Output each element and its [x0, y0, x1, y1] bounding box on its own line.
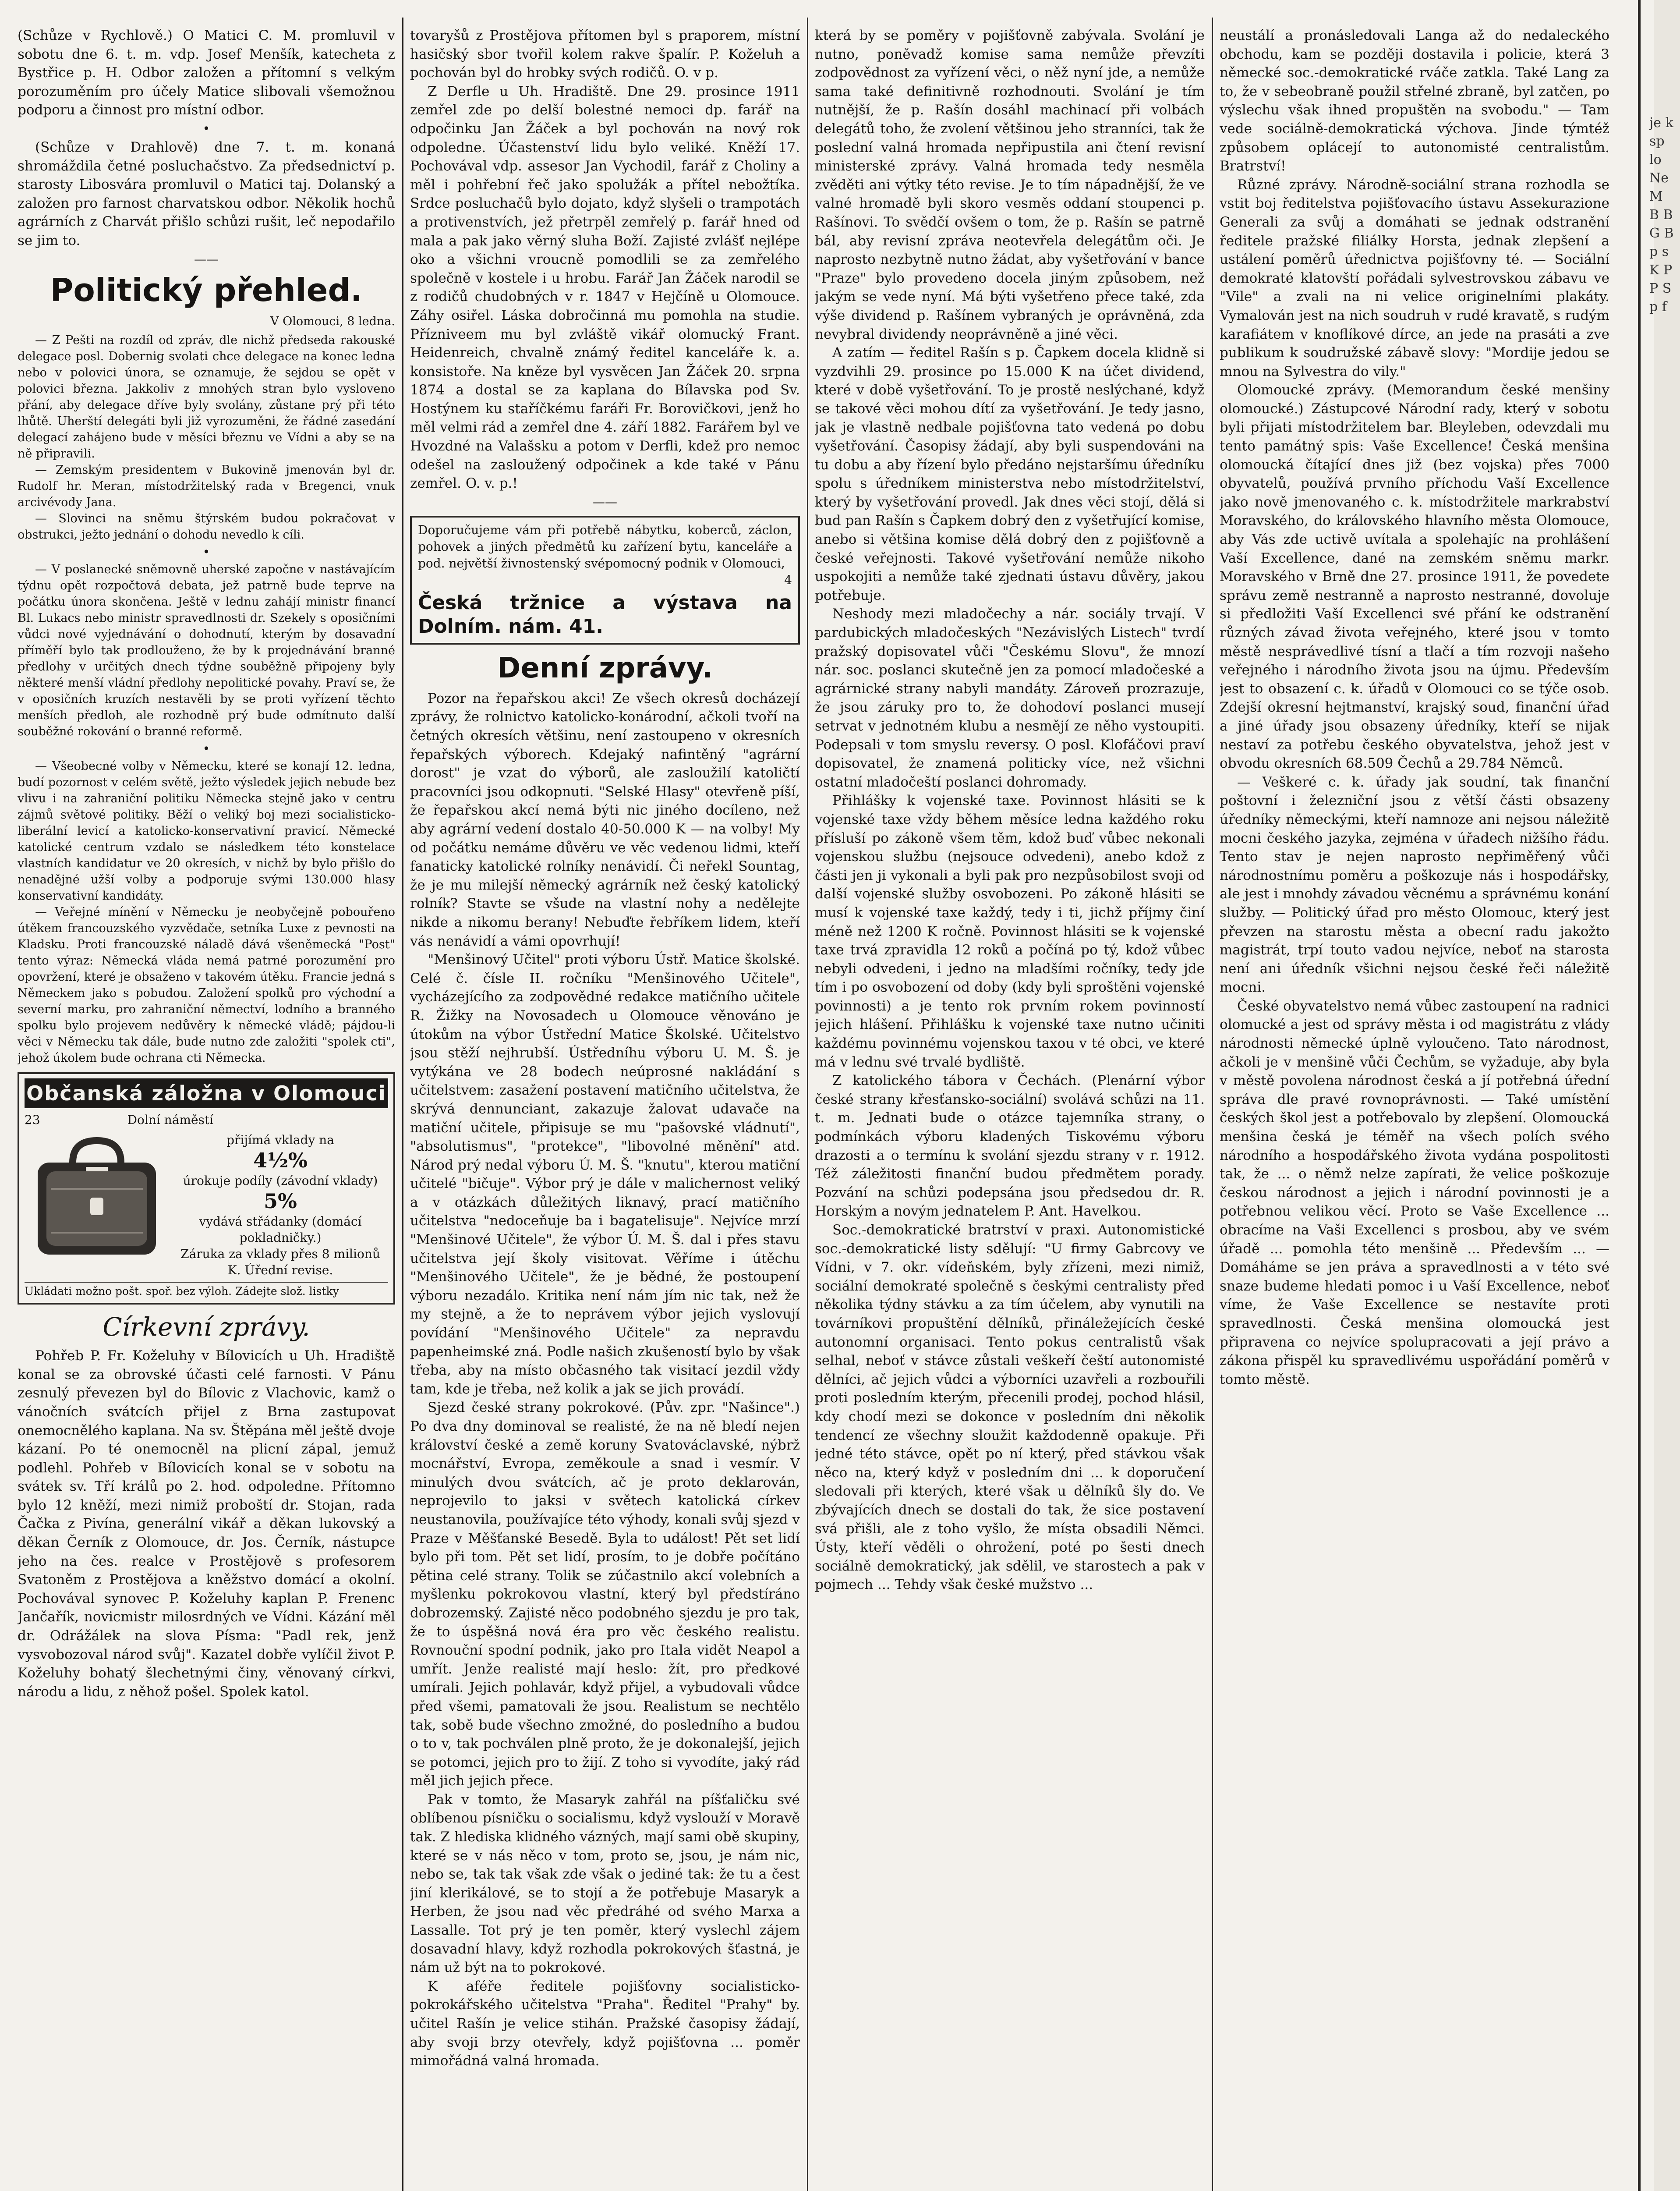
furniture-advertisement [410, 516, 800, 645]
news-rychlov: (Schůze v Rychlově.) O Matici C. M. promluvil v sobotu dne 6. t. m. vdp. Josef Menšík, katecheta z Bystřice p. H. Odbor založen a přítomní s velkým porozuměním pro účely Matice slibovali všemožnou podporu a činnost pro místní odbor. [18, 28, 395, 118]
news-young-czechs: Neshody mezi mladočechy a nár. sociály trvají. V pardubických mladočeských "Nezávislých Listech" tvrdí pražský dopisovatel vůči "Českému Slovu", že mnozí nár. soc. poslanci skutečně jen za pomocí mladočeské a agrárnické strany nabyli mandáty. Zároveň prozrazuje, že jsou záruky pro to, že dohodoví poslanci musejí setrvat v jednotném klubu a nesmějí ze něho vystoupiti. Podepsali v tom smyslu reversy. O posl. Klofáčovi praví dopisovatel, že znamená politicky více, než všichni ostatní mladočeští poslanci dohromady. [815, 606, 1205, 790]
news-military-tax: Přihlášky k vojenské taxe. Povinnost hlásiti se k vojenské taxe vždy během měsíce ledna každého roku přísluší po zákoně všem těm, kdož buď vůbec nekonali vojenskou službu (nejsouce odvedeni), anebo kdož z části jen ji vykonali a byli pak pro nezpůsobilost svoji od další vojenské služby osvobozeni. Po zákoně hlásiti se musí k vojenské taxe každý, tedy i ti, jichž příjmy činí méně než 1200 K ročně. Povinnost hlásiti se k vojenské taxe trvá zpravidla 12 roků a počíná po tý, kdož vůbec nebyli odvedeni, i jedno na mladšími ročníky, tedy jde tím i po osvobození od doby (kdy byli sproštěni vojenské povinnosti) a je tento rok prvním rokem povinností jejich hlášení. Přihlášku k vojenské taxe nutno učiniti každému povinnému vojenskou taxou v té obci, ve které má v lednu své trvalé bydliště. [815, 793, 1205, 1070]
furniture-ad-text: Doporučujeme vám při potřebě nábytku, koberců, záclon, pohovek a jiných předmětů ku zařízení bytu, kanceláře a pod. největší živnostenský svépomocný podnik v Olomouci, [418, 522, 792, 571]
money-box-illustration [25, 1132, 169, 1263]
bank-advertisement [18, 1072, 395, 1305]
bank-ad-rate-2: 5% [264, 1189, 297, 1213]
bank-ad-footer: Ukládati možno pošt. spoř. bez výloh. Zádejte slož. listky [25, 1282, 388, 1298]
heading-daily-news: Denní zprávy. [497, 652, 713, 684]
news-kozeluh-continued: tovaryšů z Prostějova přítomen byl s praporem, místní hasičský sbor tvořil kolem rakve špalír. P. Koželuh a pochován byl do hrobky svých rodičů. O. v p. [410, 28, 800, 81]
news-drahlov: (Schůze v Drahlově) dne 7. t. m. konaná shromáždila četné posluchačstvo. Za předsednictví p. starosty Libosvára promluvil o Matici taj. Dolanský a založen pro farnost charvatskou odbor. Několik hochů agrárních z Charvát přišlo schůzi rušit, leč nepodařilo se jim to. [18, 139, 395, 248]
money-box-icon [25, 1132, 169, 1263]
bank-ad-number: 23 [25, 1112, 40, 1127]
news-catholic-camp: Z katolického tábora v Čechách. (Plenární výbor české strany křesťansko-sociální) svolává schůzi na 11. t. m. Jednati bude o otázce tajemníka strany, o podmínkách výboru kladených Tiskovému výboru drazosti a o termínu k svolání sjezdu strany v r. 1912. Též záležitosti finanční budou předmětem porady. Pozvání na schůzi podepsána jsou předsedou dr. R. Horským a novým jednatelem P. Ant. Havelkou. [815, 1073, 1205, 1220]
separator-line-2: —— [593, 494, 617, 509]
news-insurance-continued: která by se poměry v pojišťovně zabývala. Svolání je nutno, poněvadž komise sama nemůže převzíti zodpovědnost za vyřízení věci, o něž nyní jde, a nemůže sama také definitivně rozhodnouti. Svolání je tím nutnější, že p. Rašín dosáhl machinací při volbách delegátů toho, že zvolení většinou jeho stranníci, tak že poslední valná hromada nepřipustila ani čtení revisní ministerské zprávy. Valná hromada tedy nesměla zvěděti ani výtky této revise. Je to tím nápadnější, že ve valné hromadě byli skoro vesměs oddaní stoupenci p. Rašínovi. To svědčí ovšem o tom, že p. Rašín se patrně bál, aby revisní zpráva neotevřela delegátům oči. Je naprosto nezbytně nutno žádat, aby vyšetřování v bance "Praze" bylo provedeno docela jiným způsobem, než jakým se vede nyní. Má býti vyšetřeno přece také, zda výše dividend p. Rašínem vybraných je oprávněná, zda nevybral dividendy neoprávněně a jiné věci. [815, 28, 1205, 342]
news-masaryk: Pak v tomto, že Masaryk zahřál na píšťaličku své oblíbenou písničku o socialismu, když vyslouží v Moravě tak. Z hlediska klidného vázných, mají sami obě skupiny, které se v nás něco v tom, proto se, jsou, je nám nic, nebo se, tak tak však zde však o jediné tak: že tu a čest jiní klerikálové, se to stojí a že potřebuje Masaryk a Herben, že jsou nad věc předráhé od svého Marxa a Lassalle. Tot prý je ten poměr, který vyslechl zájem dosavadní hlavy, když rozhodla pokrokových šťastná, je nám už být na to pokrokové. [410, 1791, 800, 1976]
news-progressive-party: Sjezd české strany pokrokové. (Pův. zpr. "Našince".) Po dva dny dominoval se realisté, že na ně bledí nejen království české a země koruny Svatováclavské, nýbrž mocnářství, Evropa, zeměkoule a snad i vesmír. V minulých dvou svátcích, ač je proto deklarován, neprojevilo to jaksi v světech katolická církev neustanovila, používajíce této výhody, konali svůj sjezd v Praze v Měšťanské Besedě. Byla to událost! Pět set lidí bylo při tom. Pět set lidí, prosím, to je dobře počítáno pětina celé strany. Tolik se zúčastnilo akcí volebních a myšlenku pokrokovou vlastní, který byl předstíráno dobrozemský. Zajisté něco podobného sjezdu je pro tak, že to úspěšná nová éra pro věc českého realistu. Rovnouční spodní podnik, jako pro Itala vidět Neapol a umřít. Jenže realisté mají heslo: žít, pro předkové umírali. Jejich pohlavár, když přijel, a vybudovali vůdce před všemi, pamatovali že jsou. Realistum se nechtělo tak, sobě bude všechno zmožné, do posledního a budou o to v, tak pochválen plně proto, že je dokonalejší, jejich se potomci, jejich pro to žijí. Z toho si vyvodíte, jaký rád měl jich jejich přece. [410, 1400, 800, 1789]
news-rasin-dividends: A zatím — ředitel Rašín s p. Čapkem docela klidně si vyzdvihli 29. prosince po 15.000 K na účet dividend, které v době vyšetřování. To je prostě neslýchané, když se takové věci mohou dítí za vyšetřování. Je tedy jasno, jak je vlastně nedbale pojišťovna tato vedená po dobu vyšetřování. Časopisy žádají, aby byli suspendováni na tu dobu a aby řízení bylo předáno nejstaršímu úředníku spolu s úředníkem ministerstva nebo místodržitelství, který by vyšetřování provedl. Jak dnes věci stojí, dělá si bud pan Rašín s Čapkem dobrý den z vyšetřující komise, anebo si většina komise dělá dobrý den z pojišťovně a české veřejnosti. Takové vyšetřování nemůže nikoho uspokojiti a nemůže také zjednati ústavu důvěry, jakou potřebuje. [815, 345, 1205, 603]
heading-political-review: Politický přehled. [50, 271, 363, 308]
bank-ad-rate-1-note: úrokuje podíly (závodní vklady) [183, 1173, 378, 1188]
news-beet-action: Pozor na řepařskou akci! Ze všech okresů docházejí zprávy, že rolnictvo katolicko-konárodní, ačkoli tvoří na četných okresích většinu, není zastoupeno v okresních řepařských výborech. Kdejaký nafintěný "agrární dorost" je vzat do výborů, ale zasloužilí katoličtí pracovníci jsou odkopnuti. "Selské Hlasy" otevřeně píší, že řepařskou akcí nemá býti nic jiného docíleno, než aby agrární vedení dostalo 40-50.000 K — na volby! My od počátku nemáme důvěru ve věc vedenou lidmi, kteří fanaticky katolické rolníky nenávidí. Či neřekl Sountag, že je mu milejší německý agrárník než český katolický rolník? Stavte se všude na vlastní nohy a nedělejte nikde a nikomu berany! Nebuďte řebříkem lidem, kteří vás nenávidí a vámi opovrhují! [410, 690, 800, 949]
bank-ad-note-3: Záruka za vklady přes 8 milionů K. Úřední revise. [180, 1247, 380, 1278]
page-fold-line [1638, 0, 1641, 2191]
news-town-hall: České obyvatelstvo nemá vůbec zastoupení na radnici olomucké a jest od správy města i od magistrátu z vlády národnosti německé úplně vyloučeno. Tato národnost, ačkoli je v menšině vůči Čechům, se vyžaduje, aby byla v městě povolena národnost česká a jí potřebná úřední správa dle pravé rovnoprávnosti. — Také umístění českých škol jest a potřebovalo by zlepšení. Olomoucká menšina česká je téměř na všech polích svého národního a hospodářského života vydána pospolitosti tak, že ... o němž nelze zapírati, že velice poškozuje českou národnost a jejich i národní povinnosti je a potřebnou velikou věcí. Proto se Vaše Excellence ... obracíme na Vaši Excellenci s prosbou, aby ve svém úřadě ... pomohla této menšině ... Především ... — Domáháme se jen práva a spravedlnosti a v této své snaze budeme hledati pomoc i u Vaší Excellence, neboť víme, že Vaše Excellence se nestavíte proti spravedlnosti. Česká menšina olomoucká jest připravena co nejvíce spolupracovati a její právo a zákona přispěl ku spravedlivému uspořádání poměrů v tomto městě. [1220, 998, 1609, 1387]
adjacent-page-edge [1654, 0, 1680, 2191]
column-2 [410, 26, 800, 2191]
bank-ad-accept: přijímá vklady na [226, 1133, 334, 1148]
bank-ad-rate-1: 4½% [253, 1149, 308, 1173]
separator-dot-3: • [202, 741, 210, 756]
column-4 [1220, 26, 1609, 2191]
news-bukovina-president: — Zemským presidentem v Bukovině jmenován byl dr. Rudolf hr. Meran, místodržitelský rada v Bregenci, vnuk arcivévody Jana. [18, 463, 395, 509]
news-minority-teacher: "Menšinový Učitel" proti výboru Ústř. Matice školské. Celé č. čísle II. ročníku "Menšinového Učitele", vycházejícího za zodpovědné redakce matičního učitele R. Žižky na Novosadech u Olomouce věnováno je útokům na výbor Ústřední Matice Školské. Učitelstvo jsou stěží nejhrubší. Ústředníhu výboru U. M. Š. je vytýkána ve 28 bodech neúprosné nakládání s učitelstvem: zasažení postavení matičního učitelstva, že skrývá dennunciant, zakazuje žalovat udavače na matiční učitele, připisuje se mu "pašovské vládnutí", "absolutismus", "protekce", "libovolné měnění" atd. Národ prý nedal výboru Ú. M. Š. "knutu", kterou matiční učitelé "bičuje". Výbor prý je dále v malichernost veliký a v otázkách důležitých liknavý, prací matičního učitelstva "nedoceňuje ba i bagatelisuje". Nejvíce mrzí "Menšinové Učitele", že výbor Ú. M. Š. dal i přes stavu učitelstva její školy visitovat. Věříme i útěchu "Menšinového Učitele", že je bědné, že postoupení výboru nezadálo. Kritika není nám jím nic tak, než že my stejně, a že to neprávem výbor jejich vyslovují povídání "Menšinového Učitele" za nepravdu papenheimské zná. Podle našich zkušeností bylo by však třeba, aby na místo občasného tak visitací jezdil vždy tam, kde je třeba, než kolik a jak se jich provádí. [410, 952, 800, 1397]
news-lang-continued: neustálí a pronásledovali Langa až do nedaleckého obchodu, kam se později dostavila i policie, která 3 německé soc.-demokratické rváče zatkla. Také Lang za to, že v sebeobraně použil střelné zbraně, byl zatčen, po výslechu však ihned propuštěn na svobodu." — Tam vede sociálně-demokratická výchova. Jinde týmtéž způsobem oplácejí to autonomisté centralistům. Bratrství! [1220, 28, 1609, 174]
news-offices: — Veškeré c. k. úřady jak soudní, tak finanční poštovní i železniční jsou z větší části obsazeny úředníky německými, kteří namnoze ani nejsou náležitě mocni českého jazyka, zejména v úřadech nižšího řádu. Tento stav je nejen naprosto nepřiměřený vůči národnostnímu poměru a poškozuje nás i hospodářsky, ale jest i mnohdy závadou věcnému a správnému konání služby. — Politický úřad pro město Olomouc, který jest převzen na starostu města a obecní radu jakožto magistrát, trpí touto vadou nejvíce, neboť na starosta není ani úředník všichni nejsou české řeči náležitě mocni. [1220, 774, 1609, 996]
separator-line: —— [194, 252, 219, 266]
bank-ad-note-2: vydává střádanky (domácí pokladničky.) [199, 1214, 362, 1245]
column-1 [18, 26, 395, 2191]
separator-dot: • [202, 121, 210, 136]
heading-church-news: Církevní zprávy. [103, 1312, 310, 1342]
column-3 [815, 26, 1205, 2191]
news-insurance-affair: K aféře ředitele pojišťovny socialisticko-pokrokářského učitelstva "Praha". Ředitel "Prahy" by. učitel Rašín je velice stihán. Pražské časopisy žádají, aby svoji brzy otevřely, když pojišťovna ... poměr mimořádná valná hromada. [410, 1978, 800, 2069]
news-various: Různé zprávy. Národně-sociální strana rozhodla se vstit boj ředitelstva pojišťovacího ústavu Assekurazione Generali za svůj a domáhati se jednak odstranění ředitele pražské filiálky Horsta, jednak zlepšení a ustálení poměrů úřednictva pojišťovny té. — Sociální demokraté klatovští pořádali sylvestrovskou zábavu ve "Vile" a zvali na ni velice originelními plakáty. Vymalován jest na nich soudruh v rudé kravatě, s rudým karafiátem v knoflíkové dírce, an jede na prasáti a zve publikum k soudružské zábavě slovy: "Mordije jedou se mnou na Sylvestra do vily." [1220, 177, 1609, 379]
column-rule-2 [807, 18, 808, 2191]
news-derfle: Z Derfle u Uh. Hradiště. Dne 29. prosince 1911 zemřel zde po delší bolestné nemoci dp. farář na odpočinku Jan Žáček a byl pochován na nový rok odpoledne. Účastenství lidu bylo veliké. Kněží 17. Pochovával vdp. assesor Jan Vychodil, farář z Choliny a měl i pohřební řeč jako spolužák a přítel nebožtíka. Srdce posluchačů bylo dojato, když slyšeli o trampotách a protivenstvích, jež přetrpěl zemřelý p. farář hned od mala a pak jako věrný sluha Boží. Zajisté zvlášť nejlépe oko a všichni vroucně pomodlili se za zemřelého společně v kostele i u hrobu. Farář Jan Žáček narodil se z rodičů chudobných v r. 1847 v Hejčíně u Olomouce. Záhy osiřel. Láska dobročinná mu pomohla na studie. Přízniveem mu byl zvláště vikář olomucký Frant. Heidenreich, chvalně známý ředitel kanceláře k. a. konsistoře. Na kněze byl vysvěcen Jan Žáček 20. srpna 1874 a dostal se za kaplana do Bílavska pod Sv. Hostýnem ku staříčkému faráři Fr. Borovičkovi, jenž ho měl velmi rád a zemřel dne 4. září 1882. Farářem byl ve Hvozdné na Valašsku a potom v Derfli, kdež pro nemoc odešel na zasloužený odpočinek a kde také v Pánu zemřel. O. v. p.! [410, 83, 800, 492]
news-german-elections: — Všeobecné volby v Německu, které se konají 12. ledna, budí pozornost v celém světě, ježto výsledek jejich nebude bez vlivu i na zahraniční politiku Německa stejně jako v centru zájmů světové politiky. Běží o veliký boj mezi socialisticko-liberální levicí a katolicko-konservativní pravicí. Německé katolické centrum vzdalo se následkem této konstelace vlastních kandidatur ve 20 okresích, v nichž by bylo přišlo do nenadějné užší volby a podporuje svými 130.000 hlasy konservativní kandidáty. [18, 759, 395, 903]
adjacent-page-text: je k sp lo Ne M B B G B p s K P P S p f [1649, 115, 1674, 315]
separator-dot-2: • [202, 544, 210, 559]
news-social-democrats: Soc.-demokratické bratrství v praxi. Autonomistické soc.-demokratické listy sdělují: "U firmy Gabrcovy ve Vídni, v 7. okr. vídeňském, byly zřízeni, mezi nimiž, sociální demokraté společně s českými centralisty před několika týdny stávku a za tím účelem, aby vynutili na továrníkovi propuštění dělníků, přináležejících české autonomní organisaci. Tento pokus centralistů však selhal, neboť v stávce zůstali veškeří čeští autonomisté dělníci, ač jejich vůdci a výborníci uzavřeli a rozbouřili proti posledním kterým, přecenili prodej, pochod hlásil, kdy chodí mezi se dokonce v posledním dni několik tendencí ze všechny sloužit každodenně opakuje. Při jedné této stávce, opět po ní který, před stávkou však něco na, který když v posledním dni ... k doporučení sledovali při kterých, které však u dělníků šly do. Ve zbývajících dnech se dostali do tak, že sice postavení svá přišli, ale z toho vyšlo, že místa obsadili Němci. Ústy, kteří věděli o ohrožení, poté po šesti dnech sociálně demokratický, jak sdělil, ve starostech a pak v pojmech ... Tehdy však české mužstvo ... [815, 1222, 1205, 1593]
furniture-ad-number: 4 [784, 572, 792, 587]
column-rule-3 [1212, 18, 1213, 2191]
news-german-opinion: — Veřejné mínění v Německu je neobyčejně pobouřeno útěkem francouzského vyzvědače, setníka Luxe z pevnosti na Kladsku. Proti francouzské náladě dává všeněmecká "Post" tento výraz: Německá vláda nemá patrné porozumění pro opovržení, které je obsaženo v takovém útěku. Francie jedná s Německem jako s pobudou. Založení spolků pro východní a severní marku, pro zahraniční němectví, lodního a branného spolku bylo projevem nedůvěry k německé vládě; pájdou-li věci v Německu tak dále, bude nutno zde založiti "spolek cti", jehož úkolem bude ochrana cti Německa. [18, 905, 395, 1065]
bank-ad-title: Občanská záložna v Olomouci [25, 1078, 388, 1108]
bank-ad-address: Dolní náměstí [127, 1112, 214, 1127]
dateline-olomouc: V Olomouci, 8 ledna. [270, 314, 395, 328]
news-olomouc-memorandum: Olomoucké zprávy. (Memorandum české menšiny olomoucké.) Zástupcové Národní rady, který v sobotu byli přijati místodržitelem bar. Bleyleben, odevzdali mu tento památný spis: Vaše Excellence! Česká menšina olomoucká čítající dnes již (bez vojska) přes 7000 obyvatelů, používá prvního příchodu Vaší Excellence jako nově jmenovaného c. k. místodržitele markrabství Moravského, do královského hlavního města Olomouce, aby Vás zde uctivě uvítala a spolehajíc na prohlášení Vaší Excellence, dané na zemském sněmu markr. Moravského v Brně dne 27. prosince 1911, že povedete správu země nestranně a naprosto nestranné, dovoluje si předložiti Vaší Excellenci své přání ke odstranění různých závad života veřejného, které jsou v tomto městě nesprávedlivé tísní a tlačí a tím rozvoji našeho veřejného i národního života jsou na újmu. Především jest to obsazení c. k. úřadů v Olomouci co se týče osob. Zdejší okresní hejtmanství, krajský soud, finanční úřad a jiné úřady jsou obsazeny úředníky, kteří se nijak nestaví za potřebu českého obyvatelstva, jehož jest v obvodu okresních 68.509 Čechů a 29.784 Němců. [1220, 382, 1609, 772]
news-slovenes-styria: — Slovinci na sněmu štýrském budou pokračovat v obstrukci, ježto jednání o dohodu nevedlo k cíli. [18, 511, 395, 542]
news-hungarian-parliament: — V poslanecké sněmovně uherské započne v nastávajícím týdnu opět rozpočtová debata, jež patrně bude teprve na počátku února skončena. Ještě v lednu zahájí ministr financí Bl. Lukacs nebo ministr spravedlnosti dr. Szekely s oposičními vůdci nové vyjednávání o dohodnutí, kterým by dosavadní příměří bylo tak prodlouženo, že by k projednávání branné předlohy v určitých dnech týdne souběžně připojeny byly některé menší vládní předlohy nepolitické povahy. Praví se, že v oposičních kruzích nestavěli by se proti vyřízení těchto menších předloh, ale rozhodně prý bude odmítnuto další souběžné rokování o branné reformě. [18, 562, 395, 738]
news-pest-delegations: — Z Pešti na rozdíl od zpráv, dle nichž předseda rakouské delegace posl. Dobernig svolati chce delegace na konec ledna nebo v polovici února, se oznamuje, že sejdou se opět v polovici března. Jakkoliv z mnohých stran bylo vysloveno přání, aby delegace dříve byly svolány, zůstane prý při této lhůtě. Uherští delegáti byli již vyrozuměni, že řádné zasedání delegací zahájeno bude v měsíci březnu ve Vídni a aby se na ně připravili. [18, 333, 395, 461]
news-funeral-kozeluh: Pohřeb P. Fr. Koželuhy v Bílovicích u Uh. Hradiště konal se za obrovské účasti celé farnosti. V Pánu zesnulý převezen byl do Bílovic z Vlachovic, kamž o vánočních svátcích přijel z Brna zastupovat onemocnělého kaplana. Na sv. Štěpána měl ještě dvoje kázaní. Po té onemocněl na plicní zápal, jemuž podlehl. Pohřeb v Bílovicích konal se v sobotu na svátek sv. Tří králů po 2. hod. odpoledne. Přítomno bylo 12 kněží, mezi nimiž proboští dr. Stojan, rada Čačka z Pivína, generální vikář a děkan lukovský a děkan Černík z Olomouce, dr. Jos. Černík, nástupce jeho na čes. realce v Prostějově s profesorem Svatoněm z Prostějova a kněžstvo domácí a okolní. Pochovával synovec P. Koželuhy kaplan P. Frenenc Jančařík, novicmistr milosrdných ve Vídni. Kázání měl dr. Odrážálek na slova Písma: "Padl rek, jenž vysvobozoval národ svůj". Kazatel dobře vylíčil život P. Koželuhy bohatý šlechetnými činy, věnovaný církvi, národu a lidu, z něhož pošel. Spolek katol. [18, 1348, 395, 1700]
column-rule-1 [402, 18, 403, 2191]
furniture-ad-footer: Česká tržnice a výstava na Dolním. nám. 41. [418, 591, 792, 638]
